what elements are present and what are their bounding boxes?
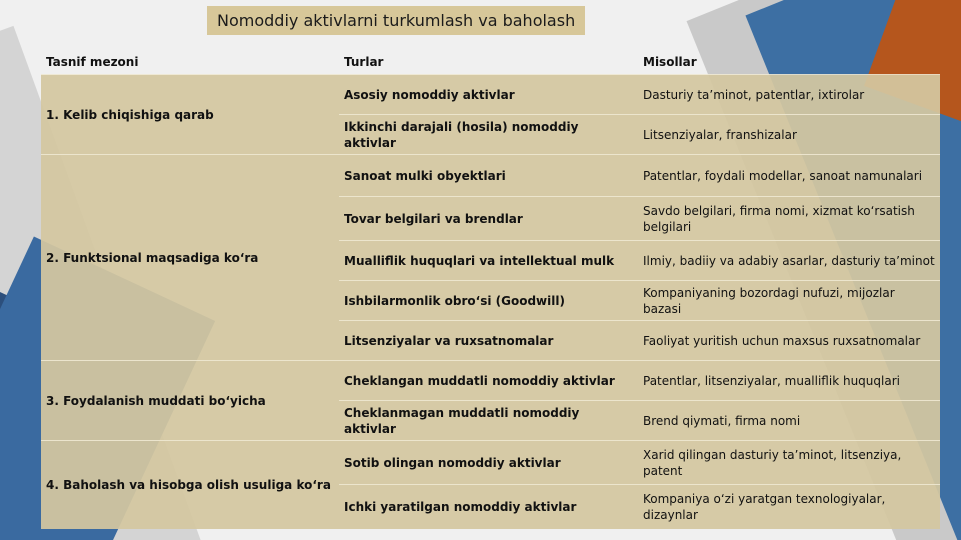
column-header: Misollar [643,55,697,69]
table-header-row [41,50,940,75]
classification-table [41,50,940,529]
example-cell: Faoliyat yuritish uchun maxsus ruxsatnomalar [638,321,940,361]
criterion-cell: 4. Baholash va hisobga olish usuliga ko‘ra [41,441,339,529]
type-cell: Sotib olingan nomoddiy aktivlar [339,441,638,485]
type-cell: Ichki yaratilgan nomoddiy aktivlar [339,485,638,529]
example-cell: Patentlar, litsenziyalar, mualliflik huquqlari [638,361,940,401]
type-cell: Asosiy nomoddiy aktivlar [339,75,638,115]
example-cell: Brend qiymati, firma nomi [638,401,940,441]
type-cell: Ikkinchi darajali (hosila) nomoddiy aktivlar [339,115,638,155]
table-row [41,155,940,197]
type-cell: Cheklangan muddatli nomoddiy aktivlar [339,361,638,401]
example-cell: Kompaniya o‘zi yaratgan texnologiyalar, dizaynlar [638,485,940,529]
type-cell: Ishbilarmonlik obro‘si (Goodwill) [339,281,638,321]
type-cell: Cheklanmagan muddatli nomoddiy aktivlar [339,401,638,441]
example-cell: Patentlar, foydali modellar, sanoat namunalari [638,155,940,197]
type-cell: Sanoat mulki obyektlari [339,155,638,197]
example-cell: Litsenziyalar, franshizalar [638,115,940,155]
criterion-cell: 1. Kelib chiqishiga qarab [41,75,339,155]
example-cell: Xarid qilingan dasturiy ta’minot, litsenziya, patent [638,441,940,485]
table-row [41,75,940,115]
example-cell: Ilmiy, badiiy va adabiy asarlar, dasturiy ta’minot [638,241,940,281]
criterion-cell: 3. Foydalanish muddati bo‘yicha [41,361,339,441]
type-cell: Tovar belgilari va brendlar [339,197,638,241]
example-cell: Savdo belgilari, firma nomi, xizmat ko‘rsatish belgilari [638,197,940,241]
slide-title: Nomoddiy aktivlarni turkumlash va baholash [207,6,585,35]
column-header: Tasnif mezoni [46,55,139,69]
table-row [41,441,940,485]
type-cell: Mualliflik huquqlari va intellektual mulk [339,241,638,281]
criterion-cell: 2. Funktsional maqsadiga ko‘ra [41,155,339,361]
table-row [41,361,940,401]
example-cell: Dasturiy ta’minot, patentlar, ixtirolar [638,75,940,115]
type-cell: Litsenziyalar va ruxsatnomalar [339,321,638,361]
column-header: Turlar [344,55,384,69]
example-cell: Kompaniyaning bozordagi nufuzi, mijozlar bazasi [638,281,940,321]
